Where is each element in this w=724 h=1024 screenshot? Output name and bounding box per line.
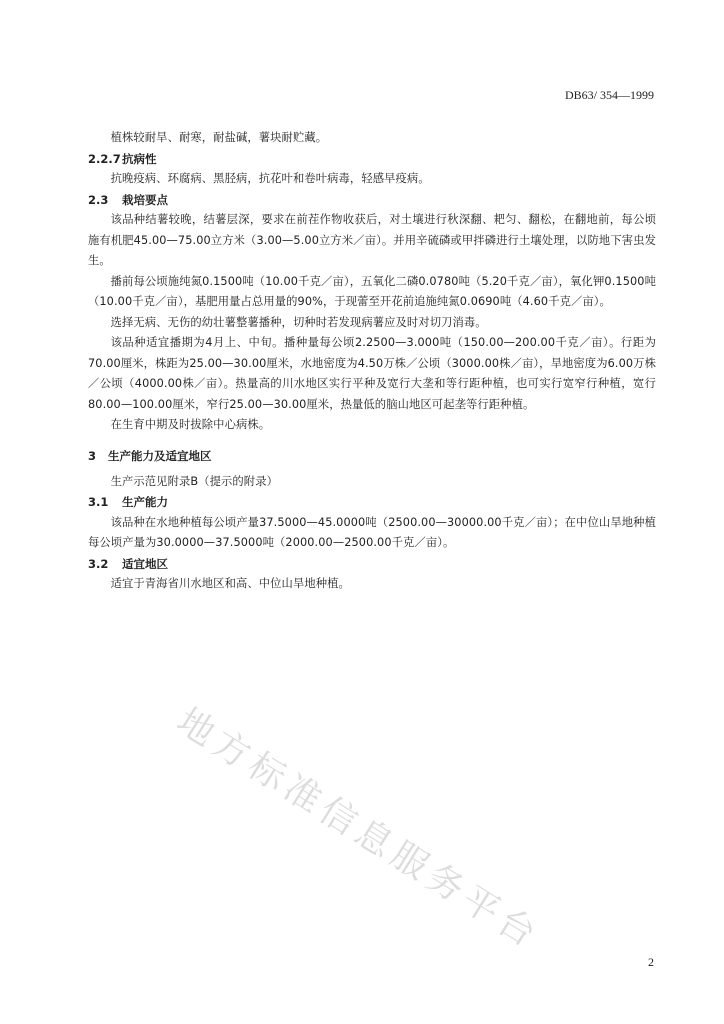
paragraph-production-capacity: 该品种在水地种植每公顷产量37.5000—45.0000吨（2500.00—30000.00千克／亩）；在中位山旱地种植每公顷产量为30.0000—37.5000吨（2000.00—2500.00千克／亩）。: [88, 515, 656, 549]
paragraph-disease: 抗晚疫病、环腐病、黑胫病，抗花叶和卷叶病毒，轻感早疫病。: [110, 172, 430, 185]
heading-3-2: [88, 554, 656, 575]
section-title: 生产能力: [122, 495, 168, 509]
section-number: 3.2: [88, 556, 109, 571]
section-number: 2.2.7: [88, 151, 121, 166]
section-title: 生产能力及适宜地区: [108, 448, 212, 463]
page-number: 2: [648, 955, 654, 969]
paragraph-cultivation-2: 播前每公顷施纯氮0.1500吨（10.00千克／亩），五氧化二磷0.0780吨（5.20千克／亩），氧化钾0.1500吨（10.00千克／亩），基肥用量占总用量的90%，于现蕾至开花前追施纯氮0.0690吨（4.60千克／亩）。: [88, 274, 656, 308]
section-number: 2.3: [88, 192, 109, 207]
document-code: DB63/ 354—1999: [564, 88, 654, 102]
document-body: [88, 128, 656, 595]
watermark: 地方标准信息服务平台: [169, 700, 548, 959]
heading-2-3: [88, 190, 656, 211]
paragraph-cultivation-4: 该品种适宜播期为4月上、中旬。播种量每公顷2.2500—3.000吨（150.00—200.00千克／亩）。行距为70.00厘米，株距为25.00—30.00厘米，水地密度为4.50万株／公顷（3000.00株／亩），旱地密度为6.00万株／公顷（4000.00株／亩）。热量高的川水地区实行平种及宽行大垄和等行距种植，也可实行宽窄行种植，宽行80.00—100.00厘米，窄行25.00—30.00厘米，热量低的脑山地区可起垄等行距种植。: [88, 336, 656, 411]
heading-3: [88, 446, 656, 466]
section-title: 栽培要点: [122, 192, 168, 207]
paragraph-suitable-area: 适宜于青海省川水地区和高、中位山旱地种植。: [110, 577, 350, 590]
heading-3-1: [88, 492, 656, 513]
paragraph-production-demo: 生产示范见附录B（提示的附录）: [110, 474, 279, 488]
paragraph-cultivation-1: 该品种结薯较晚，结薯层深，要求在前茬作物收获后，对土壤进行秋深翻、耙匀、翻松，在翻地前，每公顷施有机肥45.00—75.00立方米（3.00—5.00立方米／亩）。并用辛硫磷或甲拌磷进行土壤处理，以防地下害虫发生。: [88, 213, 656, 267]
paragraph-cultivation-3: 选择无病、无伤的幼壮薯整薯播种，切种时若发现病薯应及时对切刀消毒。: [110, 315, 487, 329]
section-title: 适宜地区: [122, 556, 168, 571]
paragraph-cultivation-5: 在生育中期及时拔除中心病株。: [110, 418, 271, 431]
section-title: 抗病性: [122, 151, 157, 166]
section-number: 3.1: [88, 495, 109, 509]
section-number: 3: [88, 448, 97, 463]
heading-2-2-7: [88, 149, 656, 170]
paragraph-tuber: 植株较耐旱、耐寒，耐盐碱，薯块耐贮藏。: [110, 131, 328, 144]
